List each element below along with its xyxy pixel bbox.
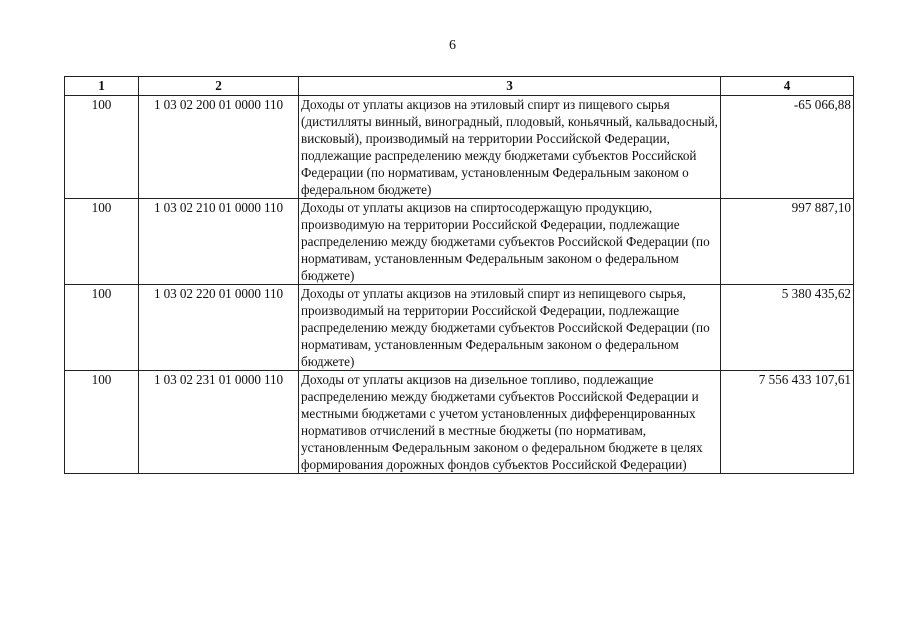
- budget-code-cell: 1 03 02 200 01 0000 110: [139, 96, 299, 199]
- admin-code-cell: 100: [65, 199, 139, 285]
- column-header: 1: [65, 77, 139, 96]
- table-row: [65, 96, 854, 199]
- budget-code-cell: 1 03 02 210 01 0000 110: [139, 199, 299, 285]
- column-header: 4: [721, 77, 854, 96]
- amount-cell: 997 887,10: [721, 199, 854, 285]
- table-row: [65, 285, 854, 371]
- amount-cell: 7 556 433 107,61: [721, 371, 854, 474]
- description-cell: Доходы от уплаты акцизов на этиловый спирт из непищевого сырья, производимый на территории Российской Федерации, подлежащие распределению между бюджетами субъектов Российской Федерации (по нормативам, установленным Федеральным законом о федеральном бюджете): [299, 285, 721, 371]
- table-row: [65, 371, 854, 474]
- description-cell: Доходы от уплаты акцизов на этиловый спирт из пищевого сырья (дистилляты винный, виноградный, плодовый, коньячный, кальвадосный, висковый), производимый на территории Российской Федерации, подлежащие распределению между бюджетами субъектов Российской Федерации (по нормативам, установленным Федеральным законом о федеральном бюджете): [299, 96, 721, 199]
- revenue-table: [64, 76, 854, 474]
- amount-cell: -65 066,88: [721, 96, 854, 199]
- table-row: [65, 199, 854, 285]
- column-header: 3: [299, 77, 721, 96]
- budget-code-cell: 1 03 02 220 01 0000 110: [139, 285, 299, 371]
- admin-code-cell: 100: [65, 371, 139, 474]
- budget-code-cell: 1 03 02 231 01 0000 110: [139, 371, 299, 474]
- column-header: 2: [139, 77, 299, 96]
- table-header-row: [65, 77, 854, 96]
- amount-cell: 5 380 435,62: [721, 285, 854, 371]
- description-cell: Доходы от уплаты акцизов на спиртосодержащую продукцию, производимую на территории Российской Федерации, подлежащие распределению между бюджетами субъектов Российской Федерации (по нормативам, установленным Федеральным законом о федеральном бюджете): [299, 199, 721, 285]
- description-cell: Доходы от уплаты акцизов на дизельное топливо, подлежащие распределению между бюджетами субъектов Российской Федерации и местными бюджетами с учетом установленных дифференцированных нормативов отчислений в местные бюджеты (по нормативам, установленным Федеральным законом о федеральном бюджете в целях формирования дорожных фондов субъектов Российской Федерации): [299, 371, 721, 474]
- admin-code-cell: 100: [65, 96, 139, 199]
- admin-code-cell: 100: [65, 285, 139, 371]
- page-number: 6: [449, 38, 456, 53]
